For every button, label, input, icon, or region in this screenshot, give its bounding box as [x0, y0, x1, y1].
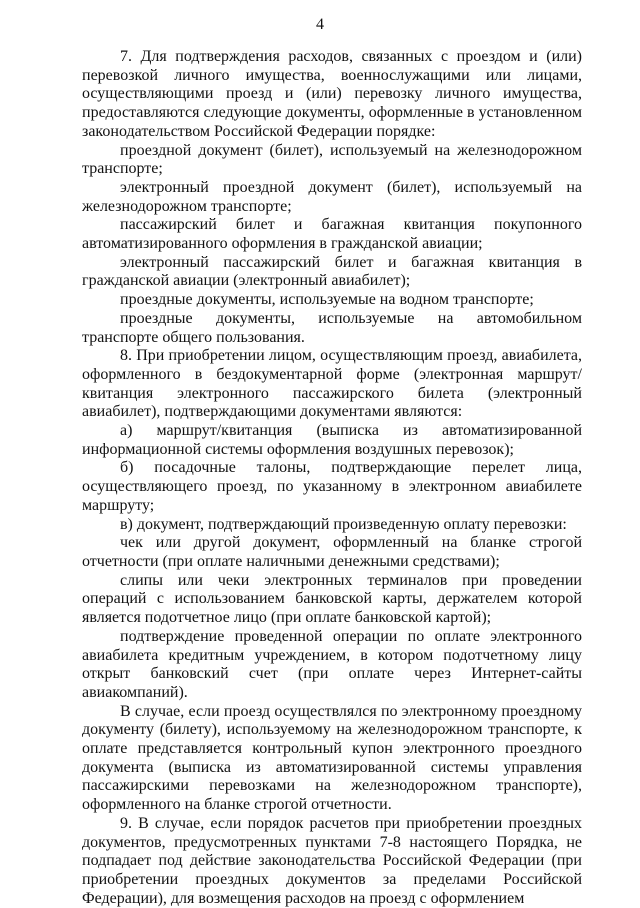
- paragraph-8: 8. При приобретении лицом, осуществляющим проезд, авиабилета, оформленного в бездокументарной форме (электронная маршрут/квитанция электронного пассажирского билета (электронный авиабилет), подтверждающими документами являются:: [82, 347, 582, 421]
- subitem-slips: слипы или чеки электронных терминалов при проведении операций с использованием банковской карты, держателем которой является подотчетное лицо (при оплате банковской картой);: [82, 571, 582, 627]
- subitem-bank-confirmation: подтверждение проведенной операции по оплате электронного авиабилета кредитным учреждением, в котором подотчетному лицу открыт банковский счет (при оплате через Интернет-сайты авиакомпаний).: [82, 627, 582, 701]
- list-item-b: б) посадочные талоны, подтверждающие перелет лица, осуществляющего проезд, по указанному в электронном авиабилете маршруту;: [82, 459, 582, 514]
- list-item-electronic-air-ticket: электронный пассажирский билет и багажная квитанция в гражданской авиации (электронный авиабилет);: [82, 253, 582, 290]
- paragraph-9: 9. В случае, если порядок расчетов при приобретении проездных документов, предусмотренных пунктами 7-8 настоящего Порядка, не подпадает под действие законодательства Российской Федерации (при приобретении проездных документов за пределами Российской Федерации), для возмещения расходов на проезд с оформлением: [82, 814, 582, 907]
- page-number: 4: [316, 16, 324, 33]
- list-item-electronic-rail-ticket: электронный проездной документ (билет), используемый на железнодорожном транспорте;: [82, 178, 582, 215]
- list-item-water-transport: проездные документы, используемые на водном транспорте;: [120, 291, 534, 309]
- list-item-c: в) документ, подтверждающий произведенную оплату перевозки:: [120, 515, 567, 533]
- list-item-road-transport: проездные документы, используемые на автомобильном транспорте общего пользования.: [82, 309, 582, 346]
- list-item-a: а) маршрут/квитанция (выписка из автоматизированной информационной системы оформления воздушных перевозок);: [82, 422, 582, 458]
- document-body: [82, 48, 582, 908]
- paragraph-electronic-rail: В случае, если проезд осуществлялся по электронному проездному документу (билету), используемому на железнодорожном транспорте, к оплате представляется контрольный купон электронного проездного документа (выписка из автоматизированной системы управления пассажирскими перевозками на железнодорожном транспорте), оформленного на бланке строгой отчетности.: [82, 702, 582, 814]
- list-item-air-ticket: пассажирский билет и багажная квитанция покупонного автоматизированного оформления в гражданской авиации;: [82, 216, 582, 253]
- list-item-rail-ticket: проездной документ (билет), используемый на железнодорожном транспорте;: [82, 141, 582, 178]
- subitem-receipt: чек или другой документ, оформленный на бланке строгой отчетности (при оплате наличными денежными средствами);: [82, 534, 582, 570]
- paragraph-7: 7. Для подтверждения расходов, связанных с проездом и (или) перевозкой личного имущества, военнослужащими или лицами, осуществляющими проезд и (или) перевозку личного имущества, предоставляются следующие документы, оформленные в установленном законодательством Российской Федерации порядке:: [82, 48, 582, 140]
